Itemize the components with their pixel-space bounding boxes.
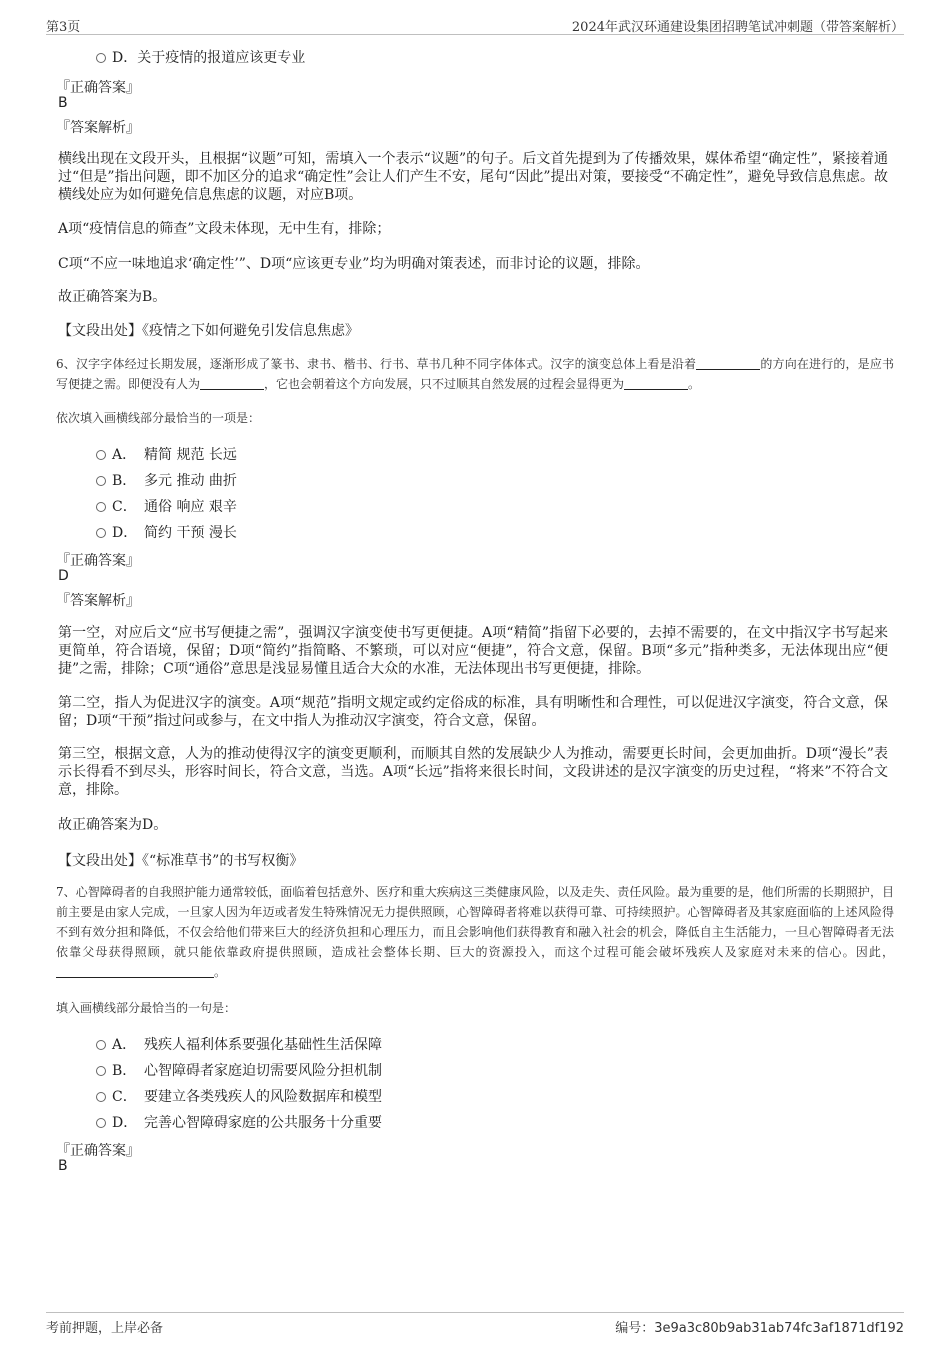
q6-answer: D <box>58 568 69 584</box>
radio-icon[interactable] <box>96 53 106 63</box>
option-letter: B． <box>112 1063 137 1079</box>
option-text: 关于疫情的报道应该更专业 <box>137 50 306 66</box>
radio-icon[interactable] <box>96 1092 106 1102</box>
option-letter: D． <box>112 525 138 541</box>
q7-correct-label: 『正确答案』 <box>56 1143 140 1159</box>
q6-correct-label: 『正确答案』 <box>56 553 140 569</box>
q5-answer: B <box>58 95 68 111</box>
q6-stem <box>56 354 894 394</box>
option-text: 完善心智障碍家庭的公共服务十分重要 <box>144 1115 382 1131</box>
radio-icon[interactable] <box>96 1066 106 1076</box>
q7-stem-end: 。 <box>214 965 227 979</box>
q6-option-d[interactable] <box>96 522 237 542</box>
radio-icon[interactable] <box>96 1040 106 1050</box>
q6-stem-text-3: ，它也会朝着这个方向发展，只不过顺其自然发展的过程会显得更为 <box>264 377 625 391</box>
option-letter: D． <box>112 50 138 66</box>
q6-blank-3 <box>624 377 688 390</box>
q5-analysis-p2: A项“疫情信息的筛查”文段未体现，无中生有，排除； <box>58 221 391 237</box>
option-text: 多元 推动 曲折 <box>144 473 237 489</box>
footer-slogan: 考前押题，上岸必备 <box>46 1321 164 1336</box>
footer-code <box>615 1317 904 1336</box>
option-text: 要建立各类残疾人的风险数据库和模型 <box>144 1089 382 1105</box>
radio-icon[interactable] <box>96 1118 106 1128</box>
q5-option-d[interactable] <box>96 47 305 67</box>
q7-option-a[interactable] <box>96 1034 382 1054</box>
q7-prompt: 填入画横线部分最恰当的一句是： <box>56 1001 237 1015</box>
page-header <box>46 14 904 35</box>
radio-icon[interactable] <box>96 476 106 486</box>
q5-correct-label: 『正确答案』 <box>56 80 140 96</box>
q6-option-b[interactable] <box>96 470 237 490</box>
q5-source: 【文段出处】《疫情之下如何避免引发信息焦虑》 <box>58 323 359 339</box>
q5-analysis-p1: 横线出现在文段开头，且根据“议题”可知，需填入一个表示“议题”的句子。后文首先提到为了传播效果，媒体希望“确定性”，紧接着通过“但是”指出问题，即不加区分的追求“确定性”会让人们产生不安，尾句“因此”提出对策，要接受“不确定性”，避免导致信息焦虑。故横线处应为如何避免信息焦虑的议题，对应B项。 <box>58 151 888 203</box>
q7-answer: B <box>58 1158 68 1174</box>
page-number: 第3页 <box>46 20 81 35</box>
q6-option-a[interactable] <box>96 444 237 464</box>
option-letter: D． <box>112 1115 138 1131</box>
option-letter: C． <box>112 499 137 515</box>
q6-blank-2 <box>200 377 264 390</box>
option-letter: A． <box>112 447 137 463</box>
q6-source: 【文段出处】《“标准草书”的书写权衡》 <box>58 853 304 869</box>
q5-analysis-p3: C项“不应一味地追求‘确定性’”、D项“应该更专业”均为明确对策表述，而非讨论的议题，排除。 <box>58 256 650 272</box>
q6-analysis-label: 『答案解析』 <box>56 593 140 609</box>
q5-analysis-label: 『答案解析』 <box>56 120 140 136</box>
q6-analysis-p3: 第三空，根据文意，人为的推动使得汉字的演变更顺利，而顺其自然的发展缺少人为推动，需要更长时间，会更加曲折。D项“漫长”表示长得看不到尽头，形容时间长，符合文意，当选。A项“长远”指将来很长时间，文段讲述的是汉字演变的历史过程，“将来”不符合文意，排除。 <box>58 746 888 798</box>
q7-stem-text: 7、心智障碍者的自我照护能力通常较低，面临着包括意外、医疗和重大疾病这三类健康风险，以及走失、责任风险。最为重要的是，他们所需的长期照护，目前主要是由家人完成，一旦家人因为年迈或者发生特殊情况无力提供照顾，心智障碍者将难以获得可靠、可持续照护。心智障碍者及其家庭面临的上述风险得不到有效分担和降低，不仅会给他们带来巨大的经济负担和心理压力，而且会影响他们获得教育和融入社会的机会，降低自主生活能力，一旦心智障碍者无法依靠父母获得照顾，就只能依靠政府提供照顾，造成社会整体长期、巨大的资源投入，而这个过程可能会破坏残疾人及家庭对未来的信心。因此， <box>56 885 894 959</box>
footer-code-value: 3e9a3c80b9ab31ab74fc3af1871df192 <box>654 1321 904 1336</box>
q6-stem-text-2: 的方向在进行的，是应书写便捷之需。即便没有人为 <box>56 357 894 391</box>
q6-blank-1 <box>696 357 760 370</box>
option-letter: B． <box>112 473 137 489</box>
page-footer <box>46 1312 904 1337</box>
q6-prompt: 依次填入画横线部分最恰当的一项是： <box>56 411 261 425</box>
option-text: 残疾人福利体系要强化基础性生活保障 <box>144 1037 382 1053</box>
radio-icon[interactable] <box>96 528 106 538</box>
q7-option-c[interactable] <box>96 1086 382 1106</box>
q7-stem <box>56 882 894 982</box>
q6-option-c[interactable] <box>96 496 237 516</box>
option-letter: C． <box>112 1089 137 1105</box>
q7-option-d[interactable] <box>96 1112 382 1132</box>
q6-stem-text-4: 。 <box>688 377 701 391</box>
q7-blank <box>56 965 214 978</box>
option-text: 通俗 响应 艰辛 <box>144 499 237 515</box>
q6-analysis-p4: 故正确答案为D。 <box>58 817 168 833</box>
radio-icon[interactable] <box>96 450 106 460</box>
option-letter: A． <box>112 1037 137 1053</box>
radio-icon[interactable] <box>96 502 106 512</box>
option-text: 心智障碍者家庭迫切需要风险分担机制 <box>144 1063 382 1079</box>
q6-stem-text-1: 6、汉字字体经过长期发展，逐渐形成了篆书、隶书、楷书、行书、草书几种不同字体体式。汉字的演变总体上看是沿着 <box>56 357 697 371</box>
q6-analysis-p2: 第二空，指人为促进汉字的演变。A项“规范”指明文规定或约定俗成的标准，具有明晰性和合理性，可以促进汉字演变，符合文意，保留；D项“干预”指过问或参与，在文中指人为推动汉字演变，符合文意，保留。 <box>58 695 888 729</box>
document-title: 2024年武汉环通建设集团招聘笔试冲刺题（带答案解析） <box>571 20 904 35</box>
q7-option-b[interactable] <box>96 1060 382 1080</box>
footer-code-label: 编号： <box>615 1321 655 1336</box>
q5-analysis-p4: 故正确答案为B。 <box>58 289 167 305</box>
option-text: 精简 规范 长远 <box>144 447 237 463</box>
option-text: 简约 干预 漫长 <box>144 525 237 541</box>
q6-analysis-p1: 第一空，对应后文“应书写便捷之需”，强调汉字演变使书写更便捷。A项“精简”指留下必要的，去掉不需要的，在文中指汉字书写起来更简单，符合语境，保留；D项“简约”指简略、不繁琐，可以对应“便捷”，符合文意，保留。B项“多元”指种类多，无法体现出应“便捷”之需，排除；C项“通俗”意思是浅显易懂且适合大众的水准，无法体现出书写更便捷，排除。 <box>58 625 888 677</box>
